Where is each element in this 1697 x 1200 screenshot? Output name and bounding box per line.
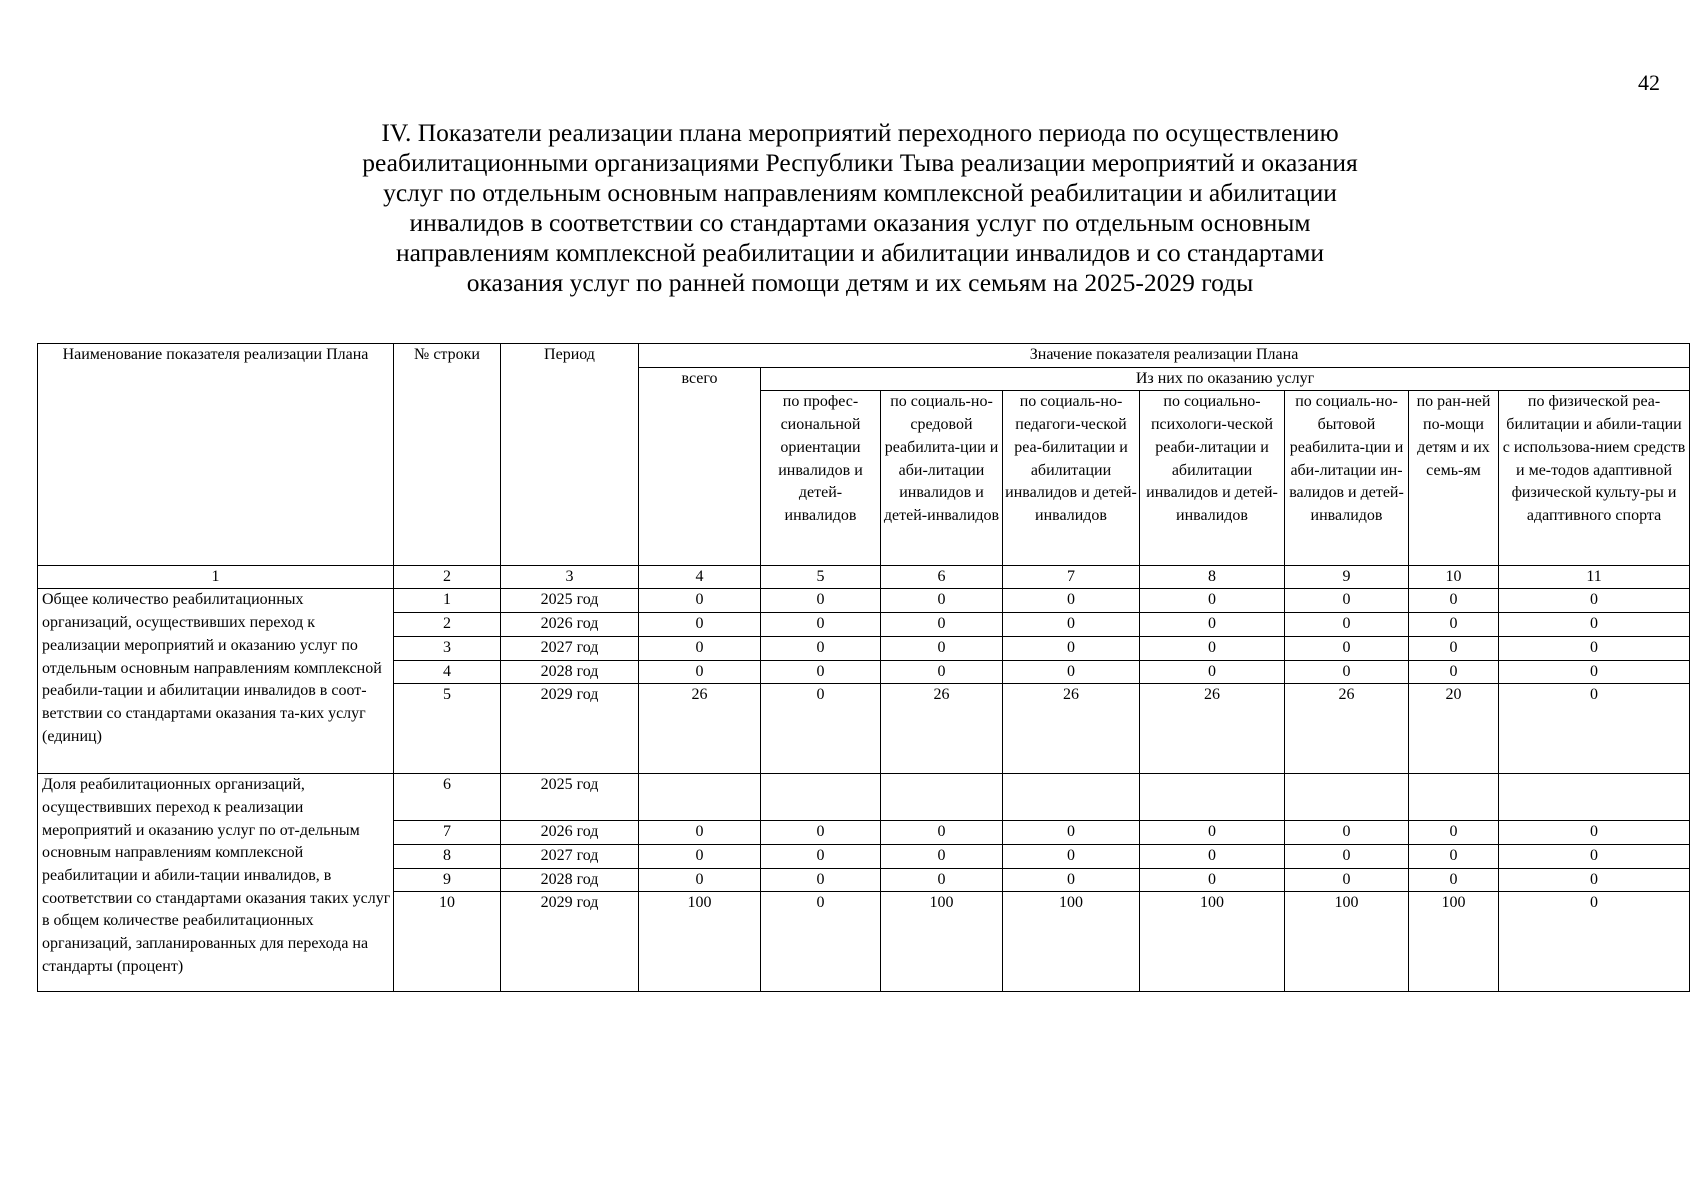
column-number: 3 [501, 566, 639, 589]
period-cell: 2025 год [501, 774, 639, 821]
column-number: 11 [1499, 566, 1690, 589]
row-number: 1 [394, 589, 501, 613]
row-number: 5 [394, 684, 501, 774]
total-value-cell: 0 [639, 868, 761, 892]
service-value-cell: 26 [881, 684, 1003, 774]
total-value-cell: 0 [639, 589, 761, 613]
service-value-cell [1140, 774, 1285, 821]
period-cell: 2029 год [501, 892, 639, 992]
total-value-cell: 100 [639, 892, 761, 992]
indicator-name: Доля реабилитационных организаций, осуществивших переход к реализации мероприятий и оказанию услуг по от-дельным основным направлениям комплексной реабилитации и абили-тации инвалидов, в соответствии со стандартами оказания таких услуг в общем количестве реабилитационных организаций, запланированных для перехода на стандарты (процент) [38, 774, 394, 992]
total-value-cell: 0 [639, 613, 761, 637]
column-number: 6 [881, 566, 1003, 589]
title-line: услуг по отдельным основным направлениям комплексной реабилитации и абилитации [383, 178, 1337, 207]
header-service: по социально-психологи-ческой реаби-литации и абилитации инвалидов и детей-инвалидов [1140, 391, 1285, 566]
header-service: по социаль-но-бытовой реабилита-ции и аби-литации ин-валидов и детей-инвалидов [1285, 391, 1409, 566]
service-value-cell [1499, 774, 1690, 821]
table-body [38, 344, 1690, 992]
service-value-cell: 26 [1003, 684, 1140, 774]
indicator-name: Общее количество реабилитационных организаций, осуществивших переход к реализации мероприятий и оказанию услуг по отдельным основным направлениям комплексной реабили-тации и абилитации инвалидов в соот-ветствии со стандартами оказания та-ких услуг (единиц) [38, 589, 394, 774]
row-number: 8 [394, 844, 501, 868]
row-number: 2 [394, 613, 501, 637]
column-number-row [38, 566, 1690, 589]
service-value-cell: 0 [1499, 636, 1690, 660]
service-value-cell: 0 [761, 844, 881, 868]
service-value-cell: 0 [881, 821, 1003, 845]
service-value-cell: 0 [761, 684, 881, 774]
service-value-cell: 0 [1003, 636, 1140, 660]
service-value-cell: 100 [1409, 892, 1499, 992]
service-value-cell: 0 [1285, 636, 1409, 660]
total-value-cell [639, 774, 761, 821]
row-number: 10 [394, 892, 501, 992]
header-service: по социаль-но-педагоги-ческой реа-билитации и абилитации инвалидов и детей-инвалидов [1003, 391, 1140, 566]
period-cell: 2028 год [501, 868, 639, 892]
service-value-cell: 0 [1409, 589, 1499, 613]
header-period: Период [501, 344, 639, 566]
header-total: всего [639, 367, 761, 566]
service-value-cell [761, 774, 881, 821]
service-value-cell: 0 [761, 660, 881, 684]
service-value-cell [1409, 774, 1499, 821]
total-value-cell: 26 [639, 684, 761, 774]
period-cell: 2025 год [501, 589, 639, 613]
service-value-cell: 0 [1003, 868, 1140, 892]
service-value-cell: 26 [1140, 684, 1285, 774]
service-value-cell: 0 [761, 589, 881, 613]
header-row-no: № строки [394, 344, 501, 566]
service-value-cell: 0 [1003, 589, 1140, 613]
header-service: по ран-ней по-мощи детям и их семь-ям [1409, 391, 1499, 566]
service-value-cell: 0 [761, 892, 881, 992]
service-value-cell: 100 [1285, 892, 1409, 992]
service-value-cell: 0 [1285, 821, 1409, 845]
period-cell: 2027 год [501, 844, 639, 868]
service-value-cell: 0 [1499, 613, 1690, 637]
header-of-which: Из них по оказанию услуг [761, 367, 1690, 391]
service-value-cell [1285, 774, 1409, 821]
row-number: 4 [394, 660, 501, 684]
period-cell: 2026 год [501, 821, 639, 845]
title-line: инвалидов в соответствии со стандартами оказания услуг по отдельным основным [409, 208, 1311, 237]
column-number: 10 [1409, 566, 1499, 589]
service-value-cell: 0 [1285, 660, 1409, 684]
service-value-cell: 0 [1409, 660, 1499, 684]
header-service: по физической реа-билитации и абили-тации с использова-нием средств и ме-тодов адаптивной физической культу-ры и адаптивного спорта [1499, 391, 1690, 566]
header-value-group: Значение показателя реализации Плана [639, 344, 1690, 368]
header-service: по социаль-но-средовой реабилита-ции и аби-литации инвалидов и детей-инвалидов [881, 391, 1003, 566]
title-line: IV. Показатели реализации плана мероприятий переходного периода по осуществлению [381, 118, 1339, 147]
row-number: 7 [394, 821, 501, 845]
service-value-cell [881, 774, 1003, 821]
service-value-cell: 0 [761, 613, 881, 637]
service-value-cell: 0 [1140, 868, 1285, 892]
total-value-cell: 0 [639, 821, 761, 845]
service-value-cell: 0 [1140, 613, 1285, 637]
service-value-cell: 100 [1140, 892, 1285, 992]
service-value-cell: 0 [1499, 892, 1690, 992]
row-number: 9 [394, 868, 501, 892]
title-line: оказания услуг по ранней помощи детям и их семьям на 2025-2029 годы [466, 268, 1254, 297]
service-value-cell: 0 [1409, 868, 1499, 892]
column-number: 7 [1003, 566, 1140, 589]
service-value-cell: 100 [1003, 892, 1140, 992]
service-value-cell: 0 [1499, 660, 1690, 684]
row-number: 3 [394, 636, 501, 660]
service-value-cell: 0 [881, 660, 1003, 684]
service-value-cell: 0 [1285, 589, 1409, 613]
column-number: 8 [1140, 566, 1285, 589]
title-line: направлениям комплексной реабилитации и абилитации инвалидов и со стандартами [395, 238, 1324, 267]
service-value-cell: 0 [1140, 660, 1285, 684]
service-value-cell: 0 [1499, 821, 1690, 845]
period-cell: 2029 год [501, 684, 639, 774]
period-cell: 2027 год [501, 636, 639, 660]
service-value-cell: 0 [1285, 613, 1409, 637]
service-value-cell: 0 [1140, 589, 1285, 613]
service-value-cell: 0 [1499, 868, 1690, 892]
header-row [38, 344, 1690, 368]
title-line: реабилитационными организациями Республики Тыва реализации мероприятий и оказания [362, 148, 1358, 177]
service-value-cell: 0 [1140, 821, 1285, 845]
total-value-cell: 0 [639, 636, 761, 660]
table-row [38, 589, 1690, 613]
period-cell: 2028 год [501, 660, 639, 684]
service-value-cell: 0 [1409, 821, 1499, 845]
service-value-cell: 20 [1409, 684, 1499, 774]
header-service: по профес-сиональной ориентации инвалидов и детей-инвалидов [761, 391, 881, 566]
service-value-cell: 0 [1499, 844, 1690, 868]
service-value-cell: 0 [1285, 868, 1409, 892]
service-value-cell: 0 [881, 636, 1003, 660]
header-name: Наименование показателя реализации Плана [38, 344, 394, 566]
service-value-cell: 0 [1003, 660, 1140, 684]
service-value-cell: 0 [1003, 821, 1140, 845]
total-value-cell: 0 [639, 844, 761, 868]
table-row [38, 774, 1690, 821]
period-cell: 2026 год [501, 613, 639, 637]
service-value-cell: 0 [1409, 636, 1499, 660]
row-number: 6 [394, 774, 501, 821]
service-value-cell: 0 [1499, 589, 1690, 613]
page-title [260, 118, 1460, 298]
service-value-cell: 0 [761, 636, 881, 660]
service-value-cell: 0 [1140, 844, 1285, 868]
column-number: 5 [761, 566, 881, 589]
service-value-cell: 0 [881, 589, 1003, 613]
page-number: 42 [1638, 70, 1660, 95]
service-value-cell: 0 [881, 613, 1003, 637]
indicators-table [37, 343, 1690, 992]
service-value-cell: 0 [1140, 636, 1285, 660]
service-value-cell: 0 [1499, 684, 1690, 774]
service-value-cell: 0 [881, 844, 1003, 868]
total-value-cell: 0 [639, 660, 761, 684]
service-value-cell: 0 [761, 821, 881, 845]
column-number: 4 [639, 566, 761, 589]
service-value-cell: 0 [1003, 844, 1140, 868]
service-value-cell: 0 [1003, 613, 1140, 637]
service-value-cell: 0 [881, 868, 1003, 892]
column-number: 1 [38, 566, 394, 589]
service-value-cell: 26 [1285, 684, 1409, 774]
service-value-cell: 100 [881, 892, 1003, 992]
service-value-cell: 0 [1409, 844, 1499, 868]
service-value-cell: 0 [761, 868, 881, 892]
service-value-cell: 0 [1409, 613, 1499, 637]
column-number: 9 [1285, 566, 1409, 589]
service-value-cell: 0 [1285, 844, 1409, 868]
service-value-cell [1003, 774, 1140, 821]
column-number: 2 [394, 566, 501, 589]
